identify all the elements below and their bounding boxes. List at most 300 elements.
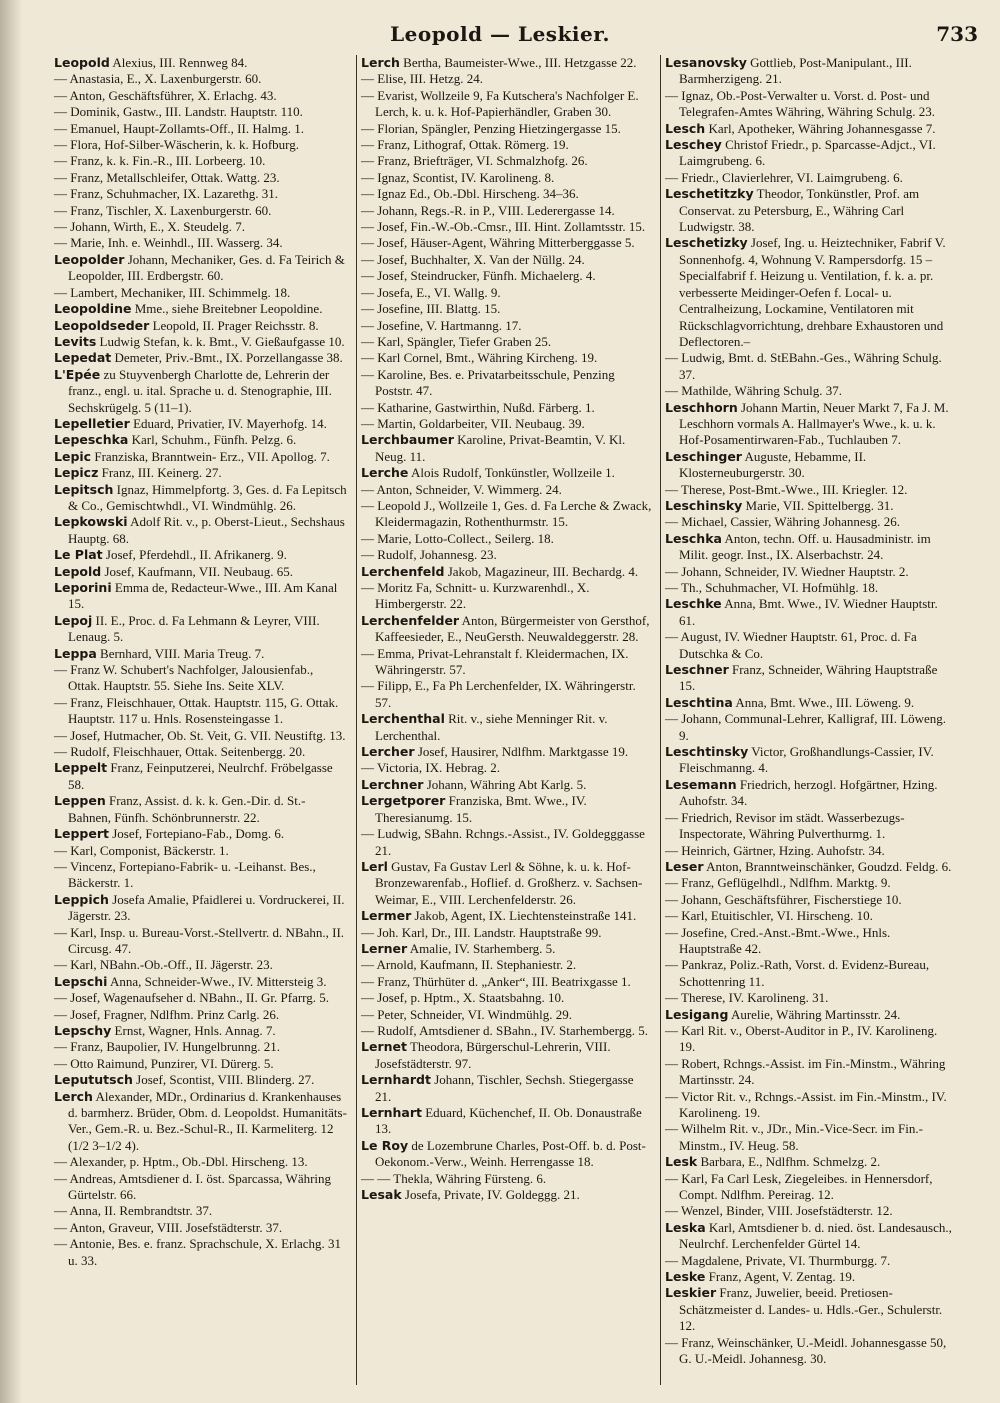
entry-details: Josefa Amalie, Pfaidlerei u. Vordruckerei, II. Jägerstr. 23. bbox=[68, 891, 345, 924]
entry-details: Bertha, Baumeister-Wwe., III. Hetzgasse 22. bbox=[399, 55, 637, 70]
entry-surname: Leser bbox=[665, 858, 704, 874]
entry-details: — Rudolf, Fleischhauer, Ottak. Seitenbergg. 20. bbox=[54, 744, 306, 760]
entry-details: — Johann, Geschäftsführer, Fischerstiege 10. bbox=[665, 891, 902, 907]
directory-entry bbox=[665, 137, 956, 170]
entry-details: — Otto Raimund, Punzirer, VI. Dürerg. 5. bbox=[54, 1055, 274, 1071]
directory-entry bbox=[665, 55, 956, 88]
directory-entry bbox=[361, 400, 652, 416]
entry-details: — Franz, Tischler, X. Laxenburgerstr. 60. bbox=[54, 202, 272, 218]
entry-surname: Lepedat bbox=[54, 350, 112, 366]
entry-details: Ludwig Stefan, k. k. Bmt., V. Gießaufgasse 10. bbox=[96, 333, 345, 349]
entry-details: Johann, Währing Abt Karlg. 5. bbox=[423, 776, 587, 792]
entry-details: — Arnold, Kaufmann, II. Stephaniestr. 2. bbox=[361, 957, 577, 973]
directory-entry bbox=[361, 350, 652, 366]
columns-container bbox=[52, 55, 977, 1385]
entry-details: — Ludwig, Bmt. d. StEBahn.-Ges., Währing Schulg. 37. bbox=[665, 350, 942, 382]
entry-details: Jakob, Agent, IX. Liechtensteinstraße 141. bbox=[411, 908, 637, 924]
entry-surname: Lepschy bbox=[54, 1022, 112, 1038]
entry-surname: Lerche bbox=[361, 465, 409, 481]
directory-entry bbox=[54, 1089, 348, 1155]
entry-surname: Lesak bbox=[361, 1187, 402, 1203]
directory-entry bbox=[361, 268, 652, 284]
entry-details: Friedrich, herzogl. Hofgärtner, Hzing. Auhofstr. 34. bbox=[679, 776, 938, 809]
directory-entry bbox=[361, 974, 652, 990]
entry-details: Mme., siehe Breitebner Leopoldine. bbox=[131, 301, 323, 317]
directory-entry bbox=[54, 1056, 348, 1072]
entry-details: Anna, Bmt. Wwe., III. Löweng. 9. bbox=[732, 694, 915, 710]
entry-details: Anna, Bmt. Wwe., IV. Wiedner Hauptstr. 61. bbox=[679, 596, 938, 628]
directory-entry bbox=[665, 744, 956, 777]
entry-details: Alexius, III. Rennweg 84. bbox=[109, 55, 248, 70]
entry-surname: Lerch bbox=[54, 1088, 93, 1104]
entry-details: — Franz, Briefträger, VI. Schmalzhofg. 26. bbox=[361, 153, 588, 169]
directory-entry bbox=[54, 186, 348, 202]
entry-details: — Ignaz Ed., Ob.-Dbl. Hirscheng. 34–36. bbox=[361, 186, 579, 202]
entry-details: — Florian, Spängler, Penzing Hietzingergasse 15. bbox=[361, 120, 621, 136]
entry-surname: Lesigang bbox=[665, 1006, 729, 1022]
directory-entry bbox=[665, 514, 956, 530]
entry-details: — Josef, Häuser-Agent, Währing Mitterberggasse 5. bbox=[361, 235, 635, 251]
directory-entry bbox=[54, 613, 348, 646]
entry-details: — Karl, Etuitischler, VI. Hirscheng. 10. bbox=[665, 908, 873, 924]
directory-entry bbox=[54, 153, 348, 169]
directory-entry bbox=[361, 957, 652, 973]
directory-entry bbox=[54, 646, 348, 662]
entry-details: — Vincenz, Fortepiano-Fabrik- u. -Leihanst. Bes., Bäckerstr. 1. bbox=[54, 858, 316, 891]
entry-details: Franz, Schneider, Währing Hauptstraße 15. bbox=[679, 662, 938, 694]
directory-entry bbox=[361, 465, 652, 481]
directory-entry bbox=[361, 793, 652, 826]
directory-entry bbox=[665, 596, 956, 629]
directory-entry bbox=[54, 235, 348, 251]
directory-entry bbox=[54, 350, 348, 366]
directory-entry bbox=[54, 728, 348, 744]
directory-entry bbox=[54, 843, 348, 859]
directory-entry bbox=[361, 121, 652, 137]
directory-entry bbox=[54, 925, 348, 958]
entry-details: Bernhard, VIII. Maria Treug. 7. bbox=[96, 645, 265, 661]
directory-entry bbox=[361, 564, 652, 580]
directory-entry bbox=[54, 104, 348, 120]
entry-details: — Anton, Schneider, V. Wimmerg. 24. bbox=[361, 481, 562, 497]
directory-entry bbox=[54, 990, 348, 1006]
directory-entry bbox=[54, 1072, 348, 1088]
directory-entry bbox=[361, 55, 652, 71]
directory-entry bbox=[361, 482, 652, 498]
directory-entry bbox=[665, 908, 956, 924]
directory-entry bbox=[361, 334, 652, 350]
page-number: 733 bbox=[936, 22, 978, 46]
entry-details: — Josefine, III. Blattg. 15. bbox=[361, 301, 501, 317]
entry-details: — Josefine, Cred.-Anst.-Bmt.-Wwe., Hnls. Hauptstraße 42. bbox=[665, 924, 891, 956]
entry-details: — Franz, Fleischhauer, Ottak. Hauptstr. 115, G. Ottak. Hauptstr. 117 u. Hnls. Rosensteingasse 1. bbox=[54, 694, 339, 727]
directory-entry bbox=[665, 1335, 956, 1368]
directory-entry bbox=[54, 170, 348, 186]
entry-details: — Emma, Privat-Lehranstalt f. Kleidermachen, IX. Währingerstr. 57. bbox=[361, 645, 629, 678]
entry-surname: Le Plat bbox=[54, 547, 103, 563]
entry-details: de Lozembrune Charles, Post-Off. b. d. Post-Oekonom.-Verw., Weinh. Herrengasse 18. bbox=[375, 1137, 646, 1170]
directory-entry bbox=[54, 957, 348, 973]
entry-details: — Anton, Geschäftsführer, X. Erlachg. 43. bbox=[54, 87, 277, 103]
entry-surname: Lesanovsky bbox=[665, 55, 747, 70]
entry-details: — Josefa, E., VI. Wallg. 9. bbox=[361, 284, 501, 300]
entry-details: — Josef, Steindrucker, Fünfh. Michaelerg. 4. bbox=[361, 268, 596, 284]
entry-details: — Heinrich, Gärtner, Hzing. Auhofstr. 34. bbox=[665, 842, 885, 858]
directory-entry bbox=[54, 449, 348, 465]
entry-details: — Victoria, IX. Hebrag. 2. bbox=[361, 760, 501, 776]
directory-entry bbox=[361, 1023, 652, 1039]
entry-surname: Lepschi bbox=[54, 973, 108, 989]
entry-details: Auguste, Hebamme, II. Klosterneuburgerstr. 30. bbox=[679, 448, 867, 481]
directory-entry bbox=[361, 498, 652, 531]
entry-details: Josefa, Private, IV. Goldeggg. 21. bbox=[401, 1187, 580, 1203]
directory-entry bbox=[361, 1072, 652, 1105]
directory-entry bbox=[54, 793, 348, 826]
directory-entry bbox=[54, 1171, 348, 1204]
page-title: Leopold — Leskier. bbox=[390, 22, 610, 46]
entry-details: Karoline, Privat-Beamtin, V. Kl. Neug. 11. bbox=[375, 432, 626, 464]
directory-entry bbox=[665, 695, 956, 711]
entry-surname: Lepkowski bbox=[54, 514, 128, 530]
entry-details: — Josefine, V. Hartmanng. 17. bbox=[361, 317, 522, 333]
entry-details: — Victor Rit. v., Rchngs.-Assist. im Fin.-Minstm., IV. Karolineng. 19. bbox=[665, 1088, 947, 1120]
directory-entry bbox=[54, 662, 348, 695]
entry-surname: Lepelletier bbox=[54, 415, 130, 431]
directory-entry bbox=[665, 1121, 956, 1154]
directory-entry bbox=[361, 908, 652, 924]
entry-details: Demeter, Priv.-Bmt., IX. Porzellangasse 38. bbox=[111, 350, 343, 366]
directory-entry bbox=[54, 826, 348, 842]
directory-entry bbox=[665, 235, 956, 350]
directory-entry bbox=[54, 580, 348, 613]
entry-details: Theodor, Tonkünstler, Prof. am Conservat. zu Petersburg, E., Währing Carl Ludwigstr. 38. bbox=[679, 186, 920, 235]
entry-details: Franz, Feinputzerei, Neulrchf. Fröbelgasse 58. bbox=[68, 760, 333, 792]
column-left bbox=[52, 55, 352, 1385]
directory-entry bbox=[54, 88, 348, 104]
entry-details: — Franz, Lithograf, Ottak. Römerg. 19. bbox=[361, 137, 569, 153]
entry-details: — Karl Rit. v., Oberst-Auditor in P., IV. Karolineng. 19. bbox=[665, 1022, 938, 1055]
directory-entry bbox=[665, 925, 956, 958]
entry-details: — Marie, Inh. e. Weinhdl., III. Wasserg. 34. bbox=[54, 235, 283, 251]
entry-details: — Moritz Fa, Schnitt- u. Kurzwarenhdl., X. Himbergerstr. 22. bbox=[361, 580, 590, 612]
entry-details: — Anna, II. Rembrandtstr. 37. bbox=[54, 1203, 213, 1219]
entry-surname: Leskier bbox=[665, 1285, 717, 1301]
entry-details: Josef, Fortepiano-Fab., Domg. 6. bbox=[108, 826, 285, 842]
directory-entry bbox=[54, 547, 348, 563]
directory-entry bbox=[54, 974, 348, 990]
entry-surname: Leopoldine bbox=[54, 301, 132, 317]
directory-entry bbox=[665, 121, 956, 137]
directory-entry bbox=[361, 1171, 652, 1187]
directory-entry bbox=[665, 531, 956, 564]
directory-entry bbox=[361, 711, 652, 744]
directory-entry bbox=[54, 285, 348, 301]
directory-entry bbox=[361, 203, 652, 219]
directory-entry bbox=[665, 1203, 956, 1219]
entry-surname: Lermer bbox=[361, 908, 412, 924]
directory-entry bbox=[665, 350, 956, 383]
entry-details: — Josef, Wagenaufseher d. NBahn., II. Gr. Pfarrg. 5. bbox=[54, 990, 330, 1006]
entry-surname: Lesemann bbox=[665, 776, 737, 792]
entry-details: Johann, Mechaniker, Ges. d. Fa Teirich & Leopolder, III. Erdbergstr. 60. bbox=[68, 251, 345, 284]
entry-surname: Lerchenfelder bbox=[361, 612, 460, 628]
entry-details: Jakob, Magazineur, III. Bechardg. 4. bbox=[444, 563, 639, 579]
directory-entry bbox=[361, 285, 652, 301]
entry-surname: Lepeschka bbox=[54, 432, 129, 448]
entry-details: — Franz, Thürhüter d. „Anker“, III. Beatrixgasse 1. bbox=[361, 973, 631, 989]
directory-entry bbox=[54, 564, 348, 580]
directory-entry bbox=[665, 843, 956, 859]
directory-entry bbox=[361, 760, 652, 776]
entry-details: — Magdalene, Private, VI. Thurmburgg. 7. bbox=[665, 1252, 891, 1268]
directory-entry bbox=[54, 137, 348, 153]
entry-surname: Leopoldseder bbox=[54, 317, 150, 333]
directory-entry bbox=[54, 1203, 348, 1219]
entry-surname: Leske bbox=[665, 1269, 706, 1285]
directory-entry bbox=[665, 580, 956, 596]
entry-details: — Therese, Post-Bmt.-Wwe., III. Kriegler. 12. bbox=[665, 481, 908, 497]
entry-details: — Th., Schuhmacher, VI. Hofmühlg. 18. bbox=[665, 580, 879, 595]
entry-details: — Mathilde, Währing Schulg. 37. bbox=[665, 383, 843, 399]
entry-details: Josef, Kaufmann, VII. Neubaug. 65. bbox=[101, 563, 294, 579]
directory-entry bbox=[361, 219, 652, 235]
directory-entry bbox=[665, 1269, 956, 1285]
entry-details: — Rudolf, Amtsdiener d. SBahn., IV. Starhembergg. 5. bbox=[361, 1022, 648, 1038]
directory-entry bbox=[665, 383, 956, 399]
directory-entry bbox=[54, 695, 348, 728]
entry-details: Anna, Schneider-Wwe., IV. Mittersteig 3. bbox=[107, 973, 327, 989]
entry-details: Karl, Apotheker, Währing Johannesgasse 7. bbox=[705, 120, 936, 136]
directory-entry bbox=[665, 875, 956, 891]
entry-surname: Leschey bbox=[665, 137, 722, 153]
directory-entry bbox=[361, 777, 652, 793]
entry-details: Franz, Assist. d. k. k. Gen.-Dir. d. St.-Bahnen, Fünfh. Schönbrunnerstr. 22. bbox=[68, 793, 306, 825]
directory-entry bbox=[665, 1220, 956, 1253]
entry-details: — Josef, Fin.-W.-Ob.-Cmsr., III. Hint. Zollamtsstr. 15. bbox=[361, 219, 646, 235]
directory-entry bbox=[665, 564, 956, 580]
entry-details: — Dominik, Gastw., III. Landstr. Hauptstr. 110. bbox=[54, 104, 303, 120]
entry-surname: Leschinsky bbox=[665, 497, 743, 513]
entry-surname: Lerchbaumer bbox=[361, 432, 454, 448]
entry-details: Josef, Pferdehdl., II. Afrikanerg. 9. bbox=[102, 547, 287, 563]
entry-surname: Leppa bbox=[54, 645, 97, 661]
directory-entry bbox=[665, 170, 956, 186]
entry-details: — Pankraz, Poliz.-Rath, Vorst. d. Evidenz-Bureau, Schottenring 11. bbox=[665, 957, 930, 989]
directory-entry bbox=[361, 432, 652, 465]
entry-surname: Lergetporer bbox=[361, 793, 446, 809]
entry-details: — Johann, Communal-Lehrer, Kalligraf, III. Löweng. 9. bbox=[665, 711, 947, 743]
entry-details: — Ignaz, Scontist, IV. Karolineng. 8. bbox=[361, 169, 555, 185]
directory-entry bbox=[54, 514, 348, 547]
entry-surname: Lernet bbox=[361, 1039, 407, 1055]
entry-details: Ernst, Wagner, Hnls. Annag. 7. bbox=[111, 1022, 276, 1038]
directory-entry bbox=[665, 186, 956, 235]
directory-entry bbox=[361, 744, 652, 760]
directory-entry bbox=[361, 1138, 652, 1171]
entry-surname: Leopolder bbox=[54, 251, 125, 267]
entry-surname: Leschetizky bbox=[665, 235, 748, 251]
entry-surname: Lepold bbox=[54, 563, 102, 579]
directory-entry bbox=[361, 547, 652, 563]
entry-details: — Franz, Geflügelhdl., Ndlfhm. Marktg. 9. bbox=[665, 875, 891, 891]
entry-details: Franz, Agent, V. Zentag. 19. bbox=[705, 1269, 856, 1285]
entry-surname: Levits bbox=[54, 333, 97, 349]
directory-entry bbox=[665, 711, 956, 744]
entry-details: Alexander, MDr., Ordinarius d. Krankenhauses d. barmherz. Brüder, Obm. d. Leopoldst. Humanitäts-Ver., Gem.-R. u. Bez.-Schul-R., II. Karmeliterg. 12 (1/2 3–1/2 4). bbox=[68, 1088, 347, 1153]
entry-details: — Leopold J., Wollzeile 1, Ges. d. Fa Lerche & Zwack, Kleidermagazin, Rothenthurmstr. 15. bbox=[361, 497, 652, 530]
entry-details: — Franz, Weinschänker, U.-Meidl. Johannesgasse 50, G. U.-Meidl. Johannesg. 30. bbox=[665, 1334, 947, 1367]
entry-details: Theodora, Bürgerschul-Lehrerin, VIII. Josefstädterstr. 97. bbox=[375, 1039, 611, 1071]
entry-details: — Karl, Fa Carl Lesk, Ziegeleibes. in Hennersdorf, Compt. Ndlfhm. Pereirag. 12. bbox=[665, 1170, 933, 1203]
directory-entry bbox=[54, 1236, 348, 1269]
directory-entry bbox=[361, 88, 652, 121]
directory-entry bbox=[665, 449, 956, 482]
entry-surname: Lepitsch bbox=[54, 481, 114, 497]
entry-details: — Therese, IV. Karolineng. 31. bbox=[665, 990, 829, 1006]
entry-surname: Lerchner bbox=[361, 776, 424, 792]
entry-details: Christof Friedr., p. Sparcasse-Adjct., VI. Laimgrubeng. 6. bbox=[679, 137, 936, 169]
directory-entry bbox=[361, 170, 652, 186]
directory-entry bbox=[54, 121, 348, 137]
directory-entry bbox=[361, 301, 652, 317]
directory-entry bbox=[54, 318, 348, 334]
directory-entry bbox=[361, 235, 652, 251]
entry-details: Franziska, Branntwein- Erz., VII. Apollog. 7. bbox=[91, 448, 330, 464]
entry-surname: Lernhardt bbox=[361, 1072, 431, 1088]
directory-entry bbox=[54, 55, 348, 71]
directory-entry bbox=[54, 301, 348, 317]
directory-entry bbox=[361, 941, 652, 957]
entry-surname: Leschtinsky bbox=[665, 744, 749, 760]
entry-details: — Rudolf, Johannesg. 23. bbox=[361, 547, 497, 563]
directory-entry bbox=[361, 153, 652, 169]
directory-entry bbox=[54, 744, 348, 760]
directory-entry bbox=[361, 531, 652, 547]
entry-details: — Friedr., Clavierlehrer, VI. Laimgrubeng. 6. bbox=[665, 169, 903, 185]
entry-details: — Anastasia, E., X. Laxenburgerstr. 60. bbox=[54, 71, 262, 87]
directory-entry bbox=[54, 203, 348, 219]
entry-details: Eduard, Privatier, IV. Mayerhofg. 14. bbox=[129, 415, 327, 431]
directory-entry bbox=[54, 859, 348, 892]
entry-details: — Josef, Buchhalter, X. Van der Nüllg. 24. bbox=[361, 251, 585, 267]
directory-entry bbox=[54, 1220, 348, 1236]
directory-entry bbox=[361, 1105, 652, 1138]
entry-details: Victor, Großhandlungs-Cassier, IV. Fleischmanng. 4. bbox=[679, 744, 934, 776]
entry-details: — Ludwig, SBahn. Rchngs.-Assist., IV. Goldegggasse 21. bbox=[361, 826, 645, 858]
entry-details: — Alexander, p. Hptm., Ob.-Dbl. Hirscheng. 13. bbox=[54, 1154, 308, 1170]
entry-surname: Leppert bbox=[54, 826, 109, 842]
directory-entry bbox=[665, 629, 956, 662]
directory-entry bbox=[54, 1154, 348, 1170]
directory-entry bbox=[54, 416, 348, 432]
directory-entry bbox=[361, 678, 652, 711]
entry-details: — Evarist, Wollzeile 9, Fa Kutschera's Nachfolger E. Lerch, k. u. k. Hof-Papierhändler, Graben 30. bbox=[361, 87, 639, 120]
directory-entry bbox=[361, 186, 652, 202]
directory-entry bbox=[665, 990, 956, 1006]
entry-surname: Leopold bbox=[54, 55, 110, 70]
entry-details: — Filipp, E., Fa Ph Lerchenfelder, IX. Währingerstr. 57. bbox=[361, 678, 636, 710]
entry-details: — Franz, Schuhmacher, IX. Lazarethg. 31. bbox=[54, 186, 279, 202]
directory-entry bbox=[665, 1056, 956, 1089]
entry-details: Barbara, E., Ndlfhm. Schmelzg. 2. bbox=[697, 1154, 881, 1170]
entry-details: — Flora, Hof-Silber-Wäscherin, k. k. Hofburg. bbox=[54, 137, 300, 153]
entry-details: — Elise, III. Hetzg. 24. bbox=[361, 71, 484, 87]
entry-details: Karl, Amtsdiener b. d. nied. öst. Landesausch., Neulrchf. Lerchenfelder Gürtel 14. bbox=[679, 1219, 952, 1252]
directory-entry bbox=[54, 334, 348, 350]
entry-details: Anton, Branntweinschänker, Goudzd. Feldg. 6. bbox=[703, 858, 952, 874]
entry-details: — Karl, Componist, Bäckerstr. 1. bbox=[54, 842, 229, 858]
entry-surname: Lerchenthal bbox=[361, 711, 445, 727]
directory-entry bbox=[361, 859, 652, 908]
entry-surname: Leschner bbox=[665, 662, 729, 678]
entry-surname: Leporini bbox=[54, 580, 112, 595]
entry-details: — Lambert, Mechaniker, III. Schimmelg. 18. bbox=[54, 284, 291, 300]
entry-surname: L'Epée bbox=[54, 366, 101, 382]
entry-details: — Franz, k. k. Fin.-R., III. Lorbeerg. 10. bbox=[54, 153, 266, 169]
directory-entry bbox=[54, 219, 348, 235]
entry-surname: Lepic bbox=[54, 448, 92, 464]
entry-surname: Leschka bbox=[665, 530, 722, 546]
entry-details: Alois Rudolf, Tonkünstler, Wollzeile 1. bbox=[408, 465, 615, 481]
entry-details: — Katharine, Gastwirthin, Nußd. Färberg. 1. bbox=[361, 399, 595, 415]
entry-surname: Le Roy bbox=[361, 1137, 409, 1153]
entry-details: II. E., Proc. d. Fa Lehmann & Leyrer, VIII. Lenaug. 5. bbox=[68, 612, 320, 645]
entry-details: — Franz W. Schubert's Nachfolger, Jalousienfab., Ottak. Hauptstr. 55. Siehe Ins. Seite XLV. bbox=[54, 662, 314, 694]
directory-entry bbox=[361, 318, 652, 334]
entry-details: — Marie, Lotto-Collect., Seilerg. 18. bbox=[361, 530, 554, 546]
entry-surname: Lernhart bbox=[361, 1105, 422, 1120]
directory-entry bbox=[361, 252, 652, 268]
directory-entry bbox=[361, 1039, 652, 1072]
directory-entry bbox=[665, 1285, 956, 1334]
column-middle bbox=[356, 55, 656, 1385]
directory-entry bbox=[54, 367, 348, 416]
entry-details: — Martin, Goldarbeiter, VII. Neubaug. 39. bbox=[361, 415, 585, 431]
entry-surname: Leppich bbox=[54, 891, 109, 907]
entry-details: Amalie, IV. Starhemberg. 5. bbox=[407, 940, 556, 956]
entry-details: — Karl, Spängler, Tiefer Graben 25. bbox=[361, 333, 552, 349]
entry-surname: Lesch bbox=[665, 120, 706, 136]
directory-entry bbox=[54, 71, 348, 87]
directory-entry bbox=[665, 1154, 956, 1170]
entry-details: — Josef, p. Hptm., X. Staatsbahng. 10. bbox=[361, 990, 565, 1006]
directory-entry bbox=[361, 137, 652, 153]
entry-details: Gustav, Fa Gustav Lerl & Söhne, k. u. k. Hof-Bronzewarenfab., Hoflief. d. Großherz. v. Sachsen-Weimar, E., VIII. Lerchenfelderstr. 26. bbox=[375, 858, 643, 907]
entry-surname: Lepoj bbox=[54, 612, 93, 628]
entry-surname: Lerch bbox=[361, 55, 400, 70]
entry-details: — Wenzel, Binder, VIII. Josefstädterstr. 12. bbox=[665, 1203, 893, 1219]
entry-details: — Antonie, Bes. e. franz. Sprachschule, X. Erlachg. 31 u. 33. bbox=[54, 1236, 342, 1268]
entry-surname: Lerner bbox=[361, 940, 408, 956]
directory-entry bbox=[665, 662, 956, 695]
directory-entry bbox=[665, 777, 956, 810]
entry-surname: Leschinger bbox=[665, 448, 742, 464]
entry-details: Josef, Hausirer, Ndlfhm. Marktgasse 19. bbox=[414, 744, 629, 760]
entry-details: — Robert, Rchngs.-Assist. im Fin.-Minstm., Währing Martinsstr. 24. bbox=[665, 1055, 946, 1088]
entry-details: Franz, III. Keinerg. 27. bbox=[98, 465, 222, 481]
entry-surname: Lepututsch bbox=[54, 1072, 133, 1088]
entry-surname: Leppen bbox=[54, 793, 106, 809]
directory-entry bbox=[665, 1089, 956, 1122]
entry-surname: Lerchenfeld bbox=[361, 563, 445, 579]
directory-entry bbox=[665, 498, 956, 514]
directory-entry bbox=[665, 892, 956, 908]
directory-entry bbox=[54, 1039, 348, 1055]
entry-details: Emma de, Redacteur-Wwe., III. Am Kanal 15. bbox=[68, 580, 338, 612]
page-header bbox=[0, 22, 1000, 52]
entry-details: — August, IV. Wiedner Hauptstr. 61, Proc. d. Fa Dutschka & Co. bbox=[665, 629, 917, 661]
entry-details: Leopold, II. Prager Reichsstr. 8. bbox=[149, 317, 319, 333]
